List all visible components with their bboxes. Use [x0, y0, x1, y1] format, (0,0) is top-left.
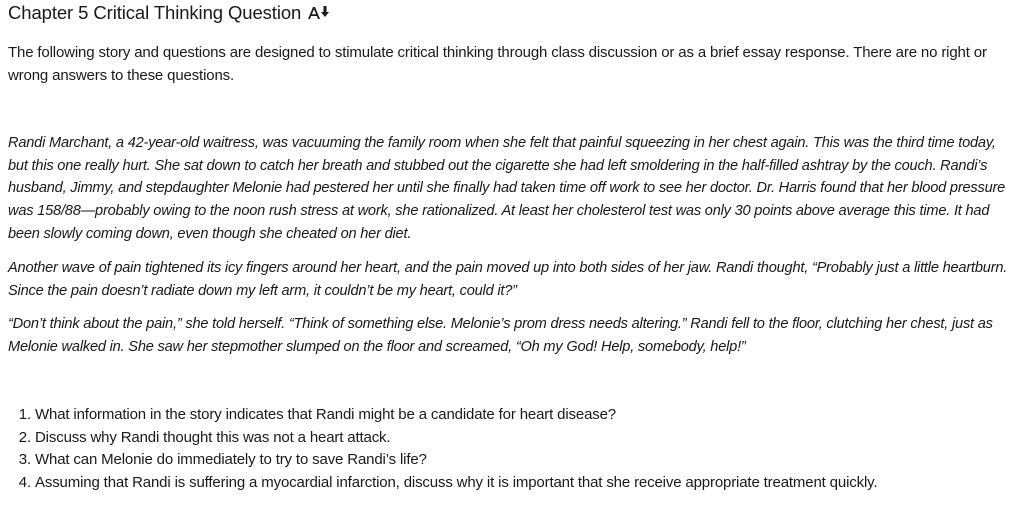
list-item: [8, 449, 877, 472]
question-number: 3.: [18, 451, 31, 469]
story-paragraph: Another wave of pain tightened its icy fingers around her heart, and the pain moved up into both sides of her jaw. Randi thought, “Probably just a little heartburn. Since the pain doesn’t radiate down my left arm, it couldn’t be my heart, could it?”: [8, 260, 1008, 299]
question-number: 2.: [18, 428, 31, 446]
question-text: What can Melonie do immediately to try to save Randi’s life?: [35, 451, 427, 469]
translate-button[interactable]: [307, 3, 331, 23]
question-number: 1.: [18, 406, 31, 423]
list-item: [8, 427, 877, 450]
question-text: Discuss why Randi thought this was not a heart attack.: [35, 428, 391, 446]
question-list: [8, 404, 877, 494]
text-translate-icon: [307, 4, 331, 22]
list-item: [8, 472, 877, 495]
title-row: [8, 1, 331, 25]
story-paragraph: Randi Marchant, a 42-year-old waitress, was vacuuming the family room when she felt that painful squeezing in her chest again. This was the third time today, but this one really hurt. She sat down to catch her breath and stubbed out the cigarette she had left smoldering in the half-filled ashtray by the couch. Randi’s husband, Jimmy, and stepdaughter Melonie had pestered her until she finally had taken time off work to see her doctor. Dr. Harris found that her blood pressure was 158/88—probably owing to the noon rush stress at work, she rationalized. At least her cholesterol test was only 30 points above average this time. It had been slowly coming down, even though she cheated on her diet.: [8, 135, 1006, 242]
question-text: Assuming that Randi is suffering a myocardial infarction, discuss why it is important that she receive appropriate treatment quickly.: [35, 473, 878, 491]
question-text: What information in the story indicates that Randi might be a candidate for heart disease?: [35, 406, 617, 423]
page-title: Chapter 5 Critical Thinking Question: [8, 2, 302, 23]
list-item: [8, 404, 877, 427]
intro-text: The following story and questions are designed to stimulate critical thinking through class discussion or as a brief essay response. There are no right or wrong answers to these questions.: [8, 44, 987, 84]
question-number: 4.: [18, 473, 31, 491]
story-paragraph: “Don’t think about the pain,” she told herself. “Think of something else. Melonie’s prom dress needs altering.” Randi fell to the floor, clutching her chest, just as Melonie walked in. She saw her stepmother slumped on the floor and screamed, “Oh my God! Help, somebody, help!”: [8, 316, 993, 355]
